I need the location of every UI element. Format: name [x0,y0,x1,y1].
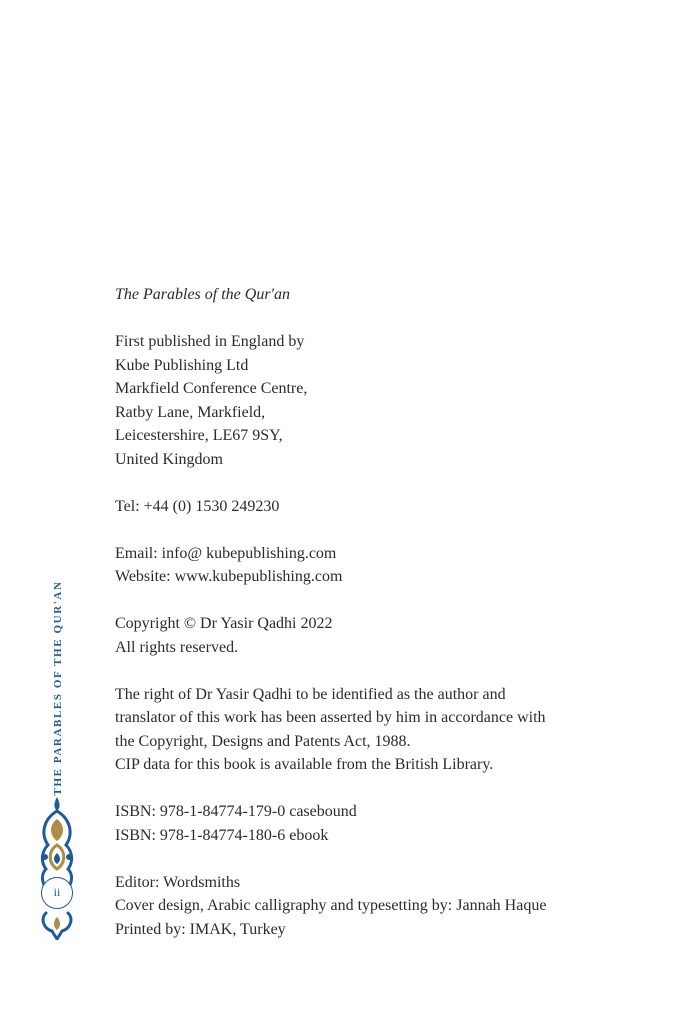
publisher-block [115,330,615,471]
isbn-line: ISBN: 978-1-84774-179-0 casebound [115,803,357,820]
isbn-line: ISBN: 978-1-84774-180-6 ebook [115,826,329,844]
design-credit-line: Cover design, Arabic calligraphy and typesetting by: Jannah Haque [115,897,547,914]
publisher-line: Leicestershire, LE67 9SY, [115,427,283,444]
telephone-line: Tel: +44 (0) 1530 249230 [115,497,280,515]
book-title: The Parables of the Qur'an [115,286,290,303]
isbn-block [115,800,615,847]
printer-line: Printed by: IMAK, Turkey [115,920,286,938]
running-title-vertical: THE PARABLES OF THE QUR'AN [52,580,64,796]
credits-block [115,871,615,942]
rights-line: The right of Dr Yasir Qadhi to be identified as the author and [115,685,506,703]
contact-block [115,542,615,589]
publisher-line: Markfield Conference Centre, [115,380,308,397]
publisher-line: United Kingdom [115,450,223,468]
rights-reserved-line: All rights reserved. [115,638,239,656]
publisher-line: Ratby Lane, Markfield, [115,403,266,421]
rights-line: the Copyright, Designs and Patents Act, 1988. [115,732,411,750]
telephone-block [115,495,615,519]
copyright-block [115,612,615,659]
publisher-line: First published in England by [115,333,305,350]
email-line: Email: info@ kubepublishing.com [115,544,337,562]
page-number: ii [41,877,73,909]
website-line: Website: www.kubepublishing.com [115,568,343,585]
book-title-block [115,283,615,307]
cip-line: CIP data for this book is available from the British Library. [115,756,494,773]
copyright-line: Copyright © Dr Yasir Qadhi 2022 [115,615,333,632]
publisher-line: Kube Publishing Ltd [115,356,249,374]
moral-rights-block [115,683,615,777]
rights-line: translator of this work has been asserted by him in accordance with [115,709,546,726]
copyright-page-content [115,283,615,965]
editor-line: Editor: Wordsmiths [115,873,241,891]
decorative-ornament-icon [36,795,78,940]
